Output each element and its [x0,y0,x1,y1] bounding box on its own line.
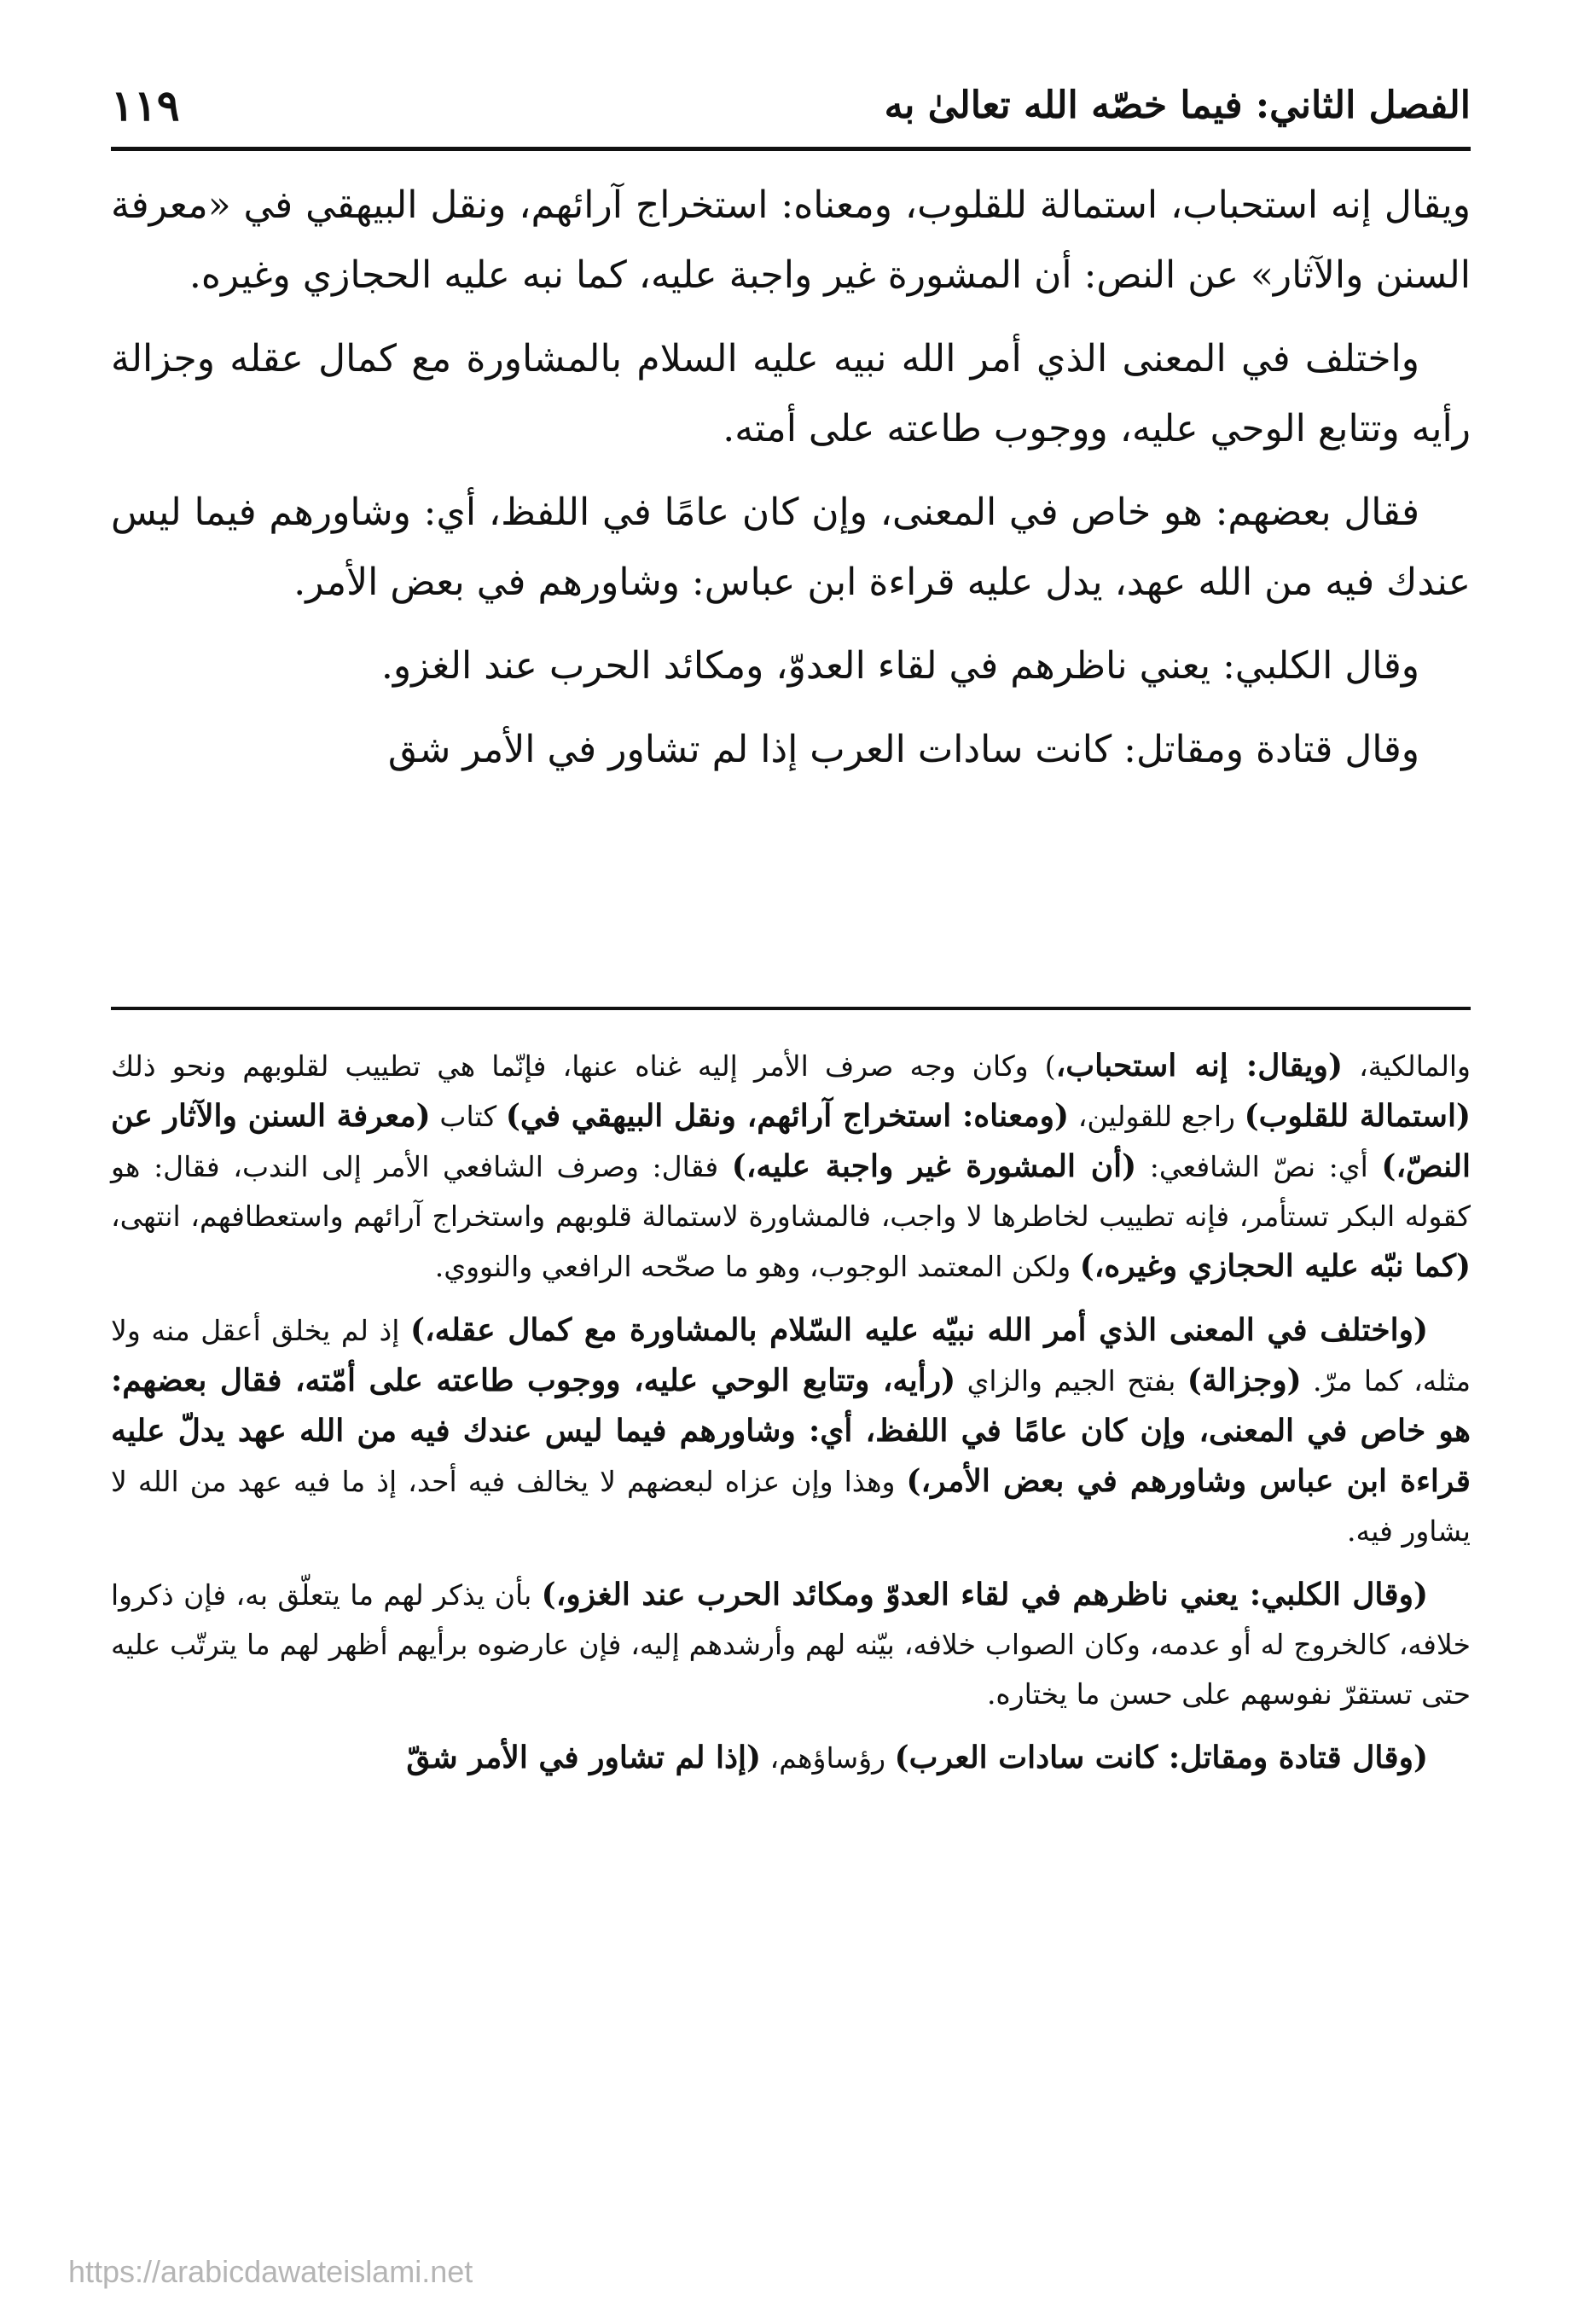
commentary-text [111,1041,1471,1797]
commentary-run: رؤساؤهم، [761,1741,895,1775]
quoted-main-text: (معرفة السنن والآثار عن النصّ،) [111,1098,1471,1184]
chapter-title: الفصل الثاني: فيما خصّه الله تعالىٰ به [884,83,1471,127]
quoted-main-text: (وقال الكلبي: يعني ناظرهم في لقاء العدوّ ومكائد الحرب عند الغزو،) [541,1577,1428,1612]
quoted-main-text: (واختلف في المعنى الذي أمر الله نبيّه عليه السّلام بالمشاورة مع كمال عقله،) [410,1312,1428,1348]
running-header [111,75,1471,135]
commentary-run: كتاب [430,1100,506,1133]
main-paragraph-5: وقال قتادة ومقاتل: كانت سادات العرب إذا لم تشاور في الأمر شق [387,728,1419,771]
commentary-divider [111,1007,1471,1010]
commentary-paragraph-3 [111,1570,1471,1719]
commentary-run: ولكن المعتمد الوجوب، وهو ما صحّحه الرافعي والنووي. [434,1250,1080,1283]
quoted-main-text: (استمالة للقلوب) [1244,1098,1471,1134]
quoted-main-text: (ويقال: إنه استحباب، [1055,1048,1343,1084]
commentary-run: بفتح الجيم والزاي [955,1364,1187,1397]
main-paragraph-1: ويقال إنه استحباب، استمالة للقلوب، ومعناه: استخراج آرائهم، ونقل البيهقي في «معرفة السنن والآثار» عن النص: أن المشورة غير واجبة عليه، كما نبه عليه الحجازي وغيره. [111,183,1471,297]
main-paragraph-2: واختلف في المعنى الذي أمر الله نبيه عليه السلام بالمشاورة مع كمال عقله وجزالة رأيه وتتابع الوحي عليه، ووجوب طاعته على أمته. [111,337,1471,450]
commentary-run: والمالكية، [1342,1049,1471,1083]
quoted-main-text: (كما نبّه عليه الحجازي وغيره،) [1079,1248,1471,1284]
commentary-paragraph-2 [111,1305,1471,1556]
commentary-run: بأن يذكر لهم ما يتعلّق به، فإن ذكروا خلافه، كالخروج له أو عدمه، وكان الصواب خلافه، بيّنه لهم وأرشدهم إليه، فإن عارضوه برأيهم أظهر لهم ما يترتّب عليه حتى تستقرّ نفوسهم على حسن ما يختاره. [111,1578,1471,1711]
main-paragraph-3: فقال بعضهم: هو خاص في المعنى، وإن كان عامًا في اللفظ، أي: وشاورهم فيما ليس عندك فيه من الله عهد، يدل عليه قراءة ابن عباس: وشاورهم في بعض الأمر. [111,491,1471,604]
commentary-paragraph-1 [111,1041,1471,1292]
commentary-run: فقال: وصرف الشافعي الأمر إلى الندب، فقال: هو كقوله البكر تستأمر، فإنه تطييب لخاطرها لا واجب، فالمشاورة لاستمالة قلوبهم واستخراج آرائهم واستعطافهم، انتهى، [111,1150,1471,1233]
commentary-paragraph-4 [111,1733,1471,1783]
header-rule [111,147,1471,151]
quoted-main-text: (وجزالة) [1187,1362,1302,1398]
quoted-main-text: (رأيه، وتتابع الوحي عليه، ووجوب طاعته على أمّته، فقال بعضهم: هو خاص في المعنى، وإن كان عامًا في اللفظ، أي: وشاورهم فيما ليس عندك فيه من الله عهد يدلّ عليه قراءة ابن عباس وشاورهم في بعض الأمر،) [111,1362,1471,1499]
quoted-main-text: (أن المشورة غير واجبة عليه،) [731,1148,1137,1184]
watermark-url: https://arabicdawateislami.net [68,2254,473,2289]
commentary-run: ) وكان وجه صرف الأمر إليه غناه عنها، فإنّما هي تطييب لقلوبهم ونحو ذلك [111,1049,1056,1083]
quoted-main-text: (إذا لم تشاور في الأمر شقّ [406,1740,762,1775]
page-number: ١١٩ [111,79,180,131]
main-paragraph-4: وقال الكلبي: يعني ناظرهم في لقاء العدوّ، ومكائد الحرب عند الغزو. [380,644,1419,688]
commentary-run: وهذا وإن عزاه لبعضهم لا يخالف فيه أحد، إذ ما فيه عهد من الله لا يشاور فيه. [111,1465,1471,1548]
quoted-main-text: (ومعناه: استخراج آرائهم، ونقل البيهقي في) [505,1098,1070,1134]
commentary-run: راجع للقولين، [1069,1100,1245,1133]
commentary-run: إذ لم يخلق أعقل منه ولا مثله، كما مرّ. [111,1314,1471,1397]
main-text [111,171,1471,799]
quoted-main-text: (وقال قتادة ومقاتل: كانت سادات العرب) [894,1740,1428,1775]
commentary-run: أي: نصّ الشافعي: [1136,1150,1382,1183]
